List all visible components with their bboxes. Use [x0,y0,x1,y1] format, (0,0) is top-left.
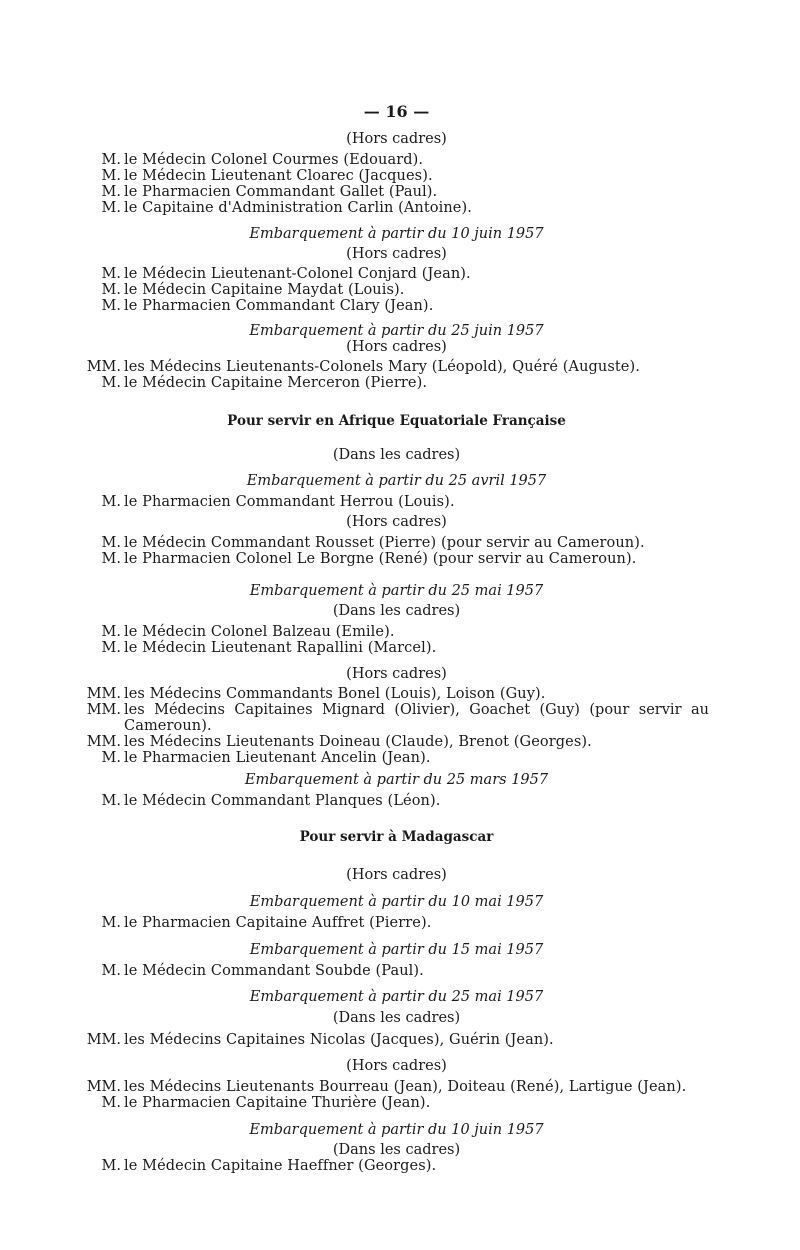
entry-prefix: M. [101,750,121,766]
entry-prefix: M. [101,184,121,200]
entry-text: le Pharmacien Lieutenant Ancelin (Jean). [124,750,431,766]
entry-word: au [690,702,709,718]
embarkation-date-heading: Embarquement à partir du 10 mai 1957 [249,894,544,910]
entry-text: les Médecins Lieutenants-Colonels Mary (Léopold), Quéré (Auguste). [124,359,640,375]
entry-prefix: M. [101,624,121,640]
entry-text: le Médecin Capitaine Maydat (Louis). [124,282,405,298]
entry-prefix: M. [101,640,121,656]
entry-prefix: M. [101,168,121,184]
entry-text: le Médecin Capitaine Haeffner (Georges). [124,1158,437,1174]
page-number: — 16 — [363,102,430,121]
entry-prefix: M. [101,1158,121,1174]
entry-text: le Pharmacien Commandant Gallet (Paul). [124,184,438,200]
category-heading: (Hors cadres) [346,339,447,355]
entry-prefix: M. [101,494,121,510]
entry-prefix: M. [101,375,121,391]
section-heading: Pour servir en Afrique Equatoriale Française [227,413,566,429]
entry-text: le Pharmacien Capitaine Auffret (Pierre). [124,915,432,931]
entry-text: Cameroun). [124,718,212,734]
entry-word: les [124,702,145,718]
category-heading: (Hors cadres) [346,867,447,883]
entry-text: le Médecin Lieutenant Rapallini (Marcel). [124,640,437,656]
entry-prefix: M. [101,1095,121,1111]
entry-prefix: M. [101,551,121,567]
entry-prefix: MM. [86,1032,121,1048]
category-heading: (Dans les cadres) [332,1142,461,1158]
entry-prefix: M. [101,793,121,809]
embarkation-date-heading: Embarquement à partir du 15 mai 1957 [249,942,544,958]
entry-prefix: M. [101,915,121,931]
entry-word: (Guy) [539,702,580,718]
entry-prefix: M. [101,152,121,168]
entry-word: Mignard [321,702,385,718]
category-heading: (Dans les cadres) [332,603,461,619]
entry-prefix: M. [101,282,121,298]
category-heading: (Dans les cadres) [332,1010,461,1026]
entry-text: le Médecin Lieutenant Cloarec (Jacques). [124,168,433,184]
entry-prefix: MM. [86,359,121,375]
entry-prefix: M. [101,298,121,314]
category-heading: (Hors cadres) [346,666,447,682]
entry-prefix: M. [101,963,121,979]
entry-text: les Médecins Lieutenants Doineau (Claude), Brenot (Georges). [124,734,592,750]
entry-text: le Médecin Colonel Courmes (Edouard). [124,152,424,168]
entry-prefix: MM. [86,734,121,750]
embarkation-date-heading: Embarquement à partir du 25 mai 1957 [249,989,544,1005]
entry-word: Médecins [154,702,225,718]
entry-text: le Médecin Commandant Planques (Léon). [124,793,441,809]
entry-text: le Pharmacien Commandant Clary (Jean). [124,298,434,314]
entry-prefix: MM. [86,686,121,702]
entry-text [124,702,709,719]
category-heading: (Dans les cadres) [332,447,461,463]
entry-word: Capitaines [234,702,313,718]
entry-text: le Médecin Colonel Balzeau (Emile). [124,624,395,640]
entry-prefix: M. [101,200,121,216]
category-heading: (Hors cadres) [346,246,447,262]
entry-prefix: M. [101,535,121,551]
entry-text: les Médecins Capitaines Nicolas (Jacques), Guérin (Jean). [124,1032,554,1048]
entry-prefix: MM. [86,1079,121,1095]
embarkation-date-heading: Embarquement à partir du 10 juin 1957 [249,226,544,242]
entry-text: le Médecin Commandant Rousset (Pierre) (pour servir au Cameroun). [124,535,645,551]
category-heading: (Hors cadres) [346,514,447,530]
entry-text: les Médecins Lieutenants Bourreau (Jean), Doiteau (René), Lartigue (Jean). [124,1079,687,1095]
entry-word: servir [638,702,682,718]
entry-prefix: MM. [86,702,121,718]
entry-prefix: M. [101,266,121,282]
entry-word: Goachet [469,702,531,718]
embarkation-date-heading: Embarquement à partir du 25 juin 1957 [249,323,544,339]
embarkation-date-heading: Embarquement à partir du 25 mars 1957 [244,772,549,788]
entry-text: le Pharmacien Capitaine Thurière (Jean). [124,1095,431,1111]
entry-text: le Pharmacien Colonel Le Borgne (René) (pour servir au Cameroun). [124,551,637,567]
entry-text: le Capitaine d'Administration Carlin (Antoine). [124,200,472,216]
embarkation-date-heading: Embarquement à partir du 10 juin 1957 [249,1122,544,1138]
embarkation-date-heading: Embarquement à partir du 25 mai 1957 [249,583,544,599]
category-heading: (Hors cadres) [346,131,447,147]
entry-text: le Pharmacien Commandant Herrou (Louis). [124,494,455,510]
section-heading: Pour servir à Madagascar [299,829,494,845]
entry-word: (pour [589,702,630,718]
entry-word: (Olivier), [394,702,460,718]
category-heading: (Hors cadres) [346,1058,447,1074]
embarkation-date-heading: Embarquement à partir du 25 avril 1957 [246,473,547,489]
entry-text: le Médecin Lieutenant-Colonel Conjard (Jean). [124,266,471,282]
entry-text: le Médecin Capitaine Merceron (Pierre). [124,375,428,391]
entry-text: les Médecins Commandants Bonel (Louis), Loison (Guy). [124,686,546,702]
entry-text: le Médecin Commandant Soubde (Paul). [124,963,424,979]
